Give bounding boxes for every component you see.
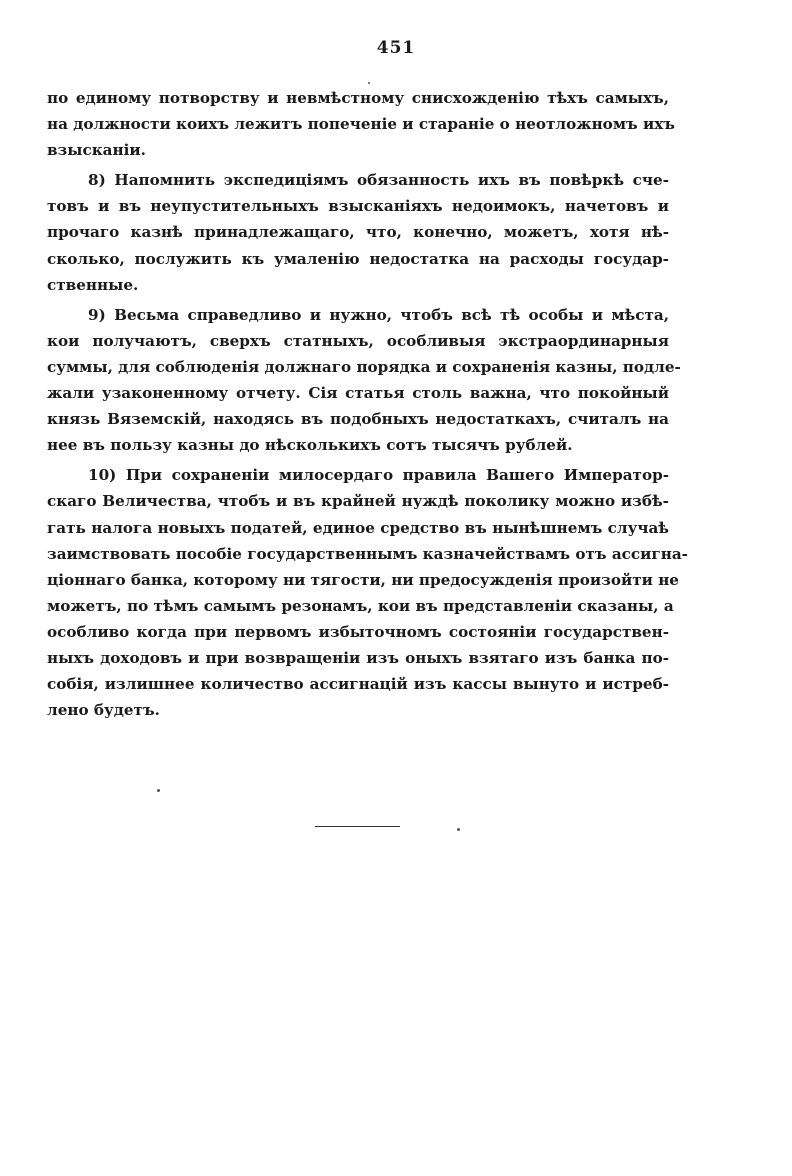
text-line: товъ и въ неупустительныхъ взысканіяхъ недоимокъ, начетовъ и — [47, 197, 669, 216]
text-line: нее въ пользу казны до нѣсколькихъ сотъ тысячъ рублей. — [47, 436, 573, 455]
body-text — [47, 85, 688, 723]
text-line: гать налога новыхъ податей, единое средство въ нынѣшнемъ случаѣ — [47, 518, 669, 537]
text-line: скаго Величества, чтобъ и въ крайней нуждѣ поколику можно избѣ- — [47, 492, 669, 511]
text-line: можетъ, по тѣмъ самымъ резонамъ, кои въ представленіи сказаны, а — [47, 596, 674, 615]
text-line: 10) При сохраненіи милосердаго правила Вашего Император- — [88, 466, 669, 485]
text-line: ціоннаго банка, которому ни тягости, ни предосужденія произойти не — [47, 570, 679, 589]
text-line: ственные. — [47, 275, 139, 294]
text-line: заимствовать пособіе государственнымъ казначействамъ отъ ассигна- — [47, 544, 688, 563]
text-line: жали узаконенному отчету. Сія статья столь важна, что покойный — [47, 384, 669, 403]
text-line: 9) Весьма справедливо и нужно, чтобъ всѣ тѣ особы и мѣста, — [88, 305, 669, 324]
text-line: на должности коихъ лежитъ попеченіе и стараніе о неотложномъ ихъ — [47, 115, 675, 134]
print-speck — [457, 828, 460, 831]
text-line: кои получаютъ, сверхъ статныхъ, особливыя экстраординарныя — [47, 331, 669, 350]
section-divider — [315, 826, 400, 827]
text-line: суммы, для соблюденія должнаго порядка и сохраненія казны, подле- — [47, 357, 681, 376]
text-line: князь Вяземскій, находясь въ подобныхъ недостаткахъ, считалъ на — [47, 410, 669, 429]
text-line: прочаго казнѣ принадлежащаго, что, конечно, можетъ, хотя нѣ- — [47, 223, 669, 242]
text-line: 8) Напомнить экспедиціямъ обязанность ихъ въ повѣркѣ сче- — [88, 171, 669, 190]
text-line: ныхъ доходовъ и при возвращеніи изъ оныхъ взятаго изъ банка по- — [47, 648, 669, 667]
text-line: взысканіи. — [47, 141, 146, 160]
text-line: собія, излишнее количество ассигнацій изъ кассы вынуто и истреб- — [47, 675, 669, 694]
text-line: сколько, послужить къ умаленію недостатка на расходы государ- — [47, 249, 669, 268]
print-speck — [368, 82, 370, 84]
print-speck — [157, 789, 160, 792]
page-number: 451 — [376, 38, 416, 58]
text-line: по единому потворству и невмѣстному снисхожденію тѣхъ самыхъ, — [47, 89, 669, 107]
text-line: лено будетъ. — [47, 701, 160, 720]
text-line: особливо когда при первомъ избыточномъ состояніи государствен- — [47, 622, 669, 641]
